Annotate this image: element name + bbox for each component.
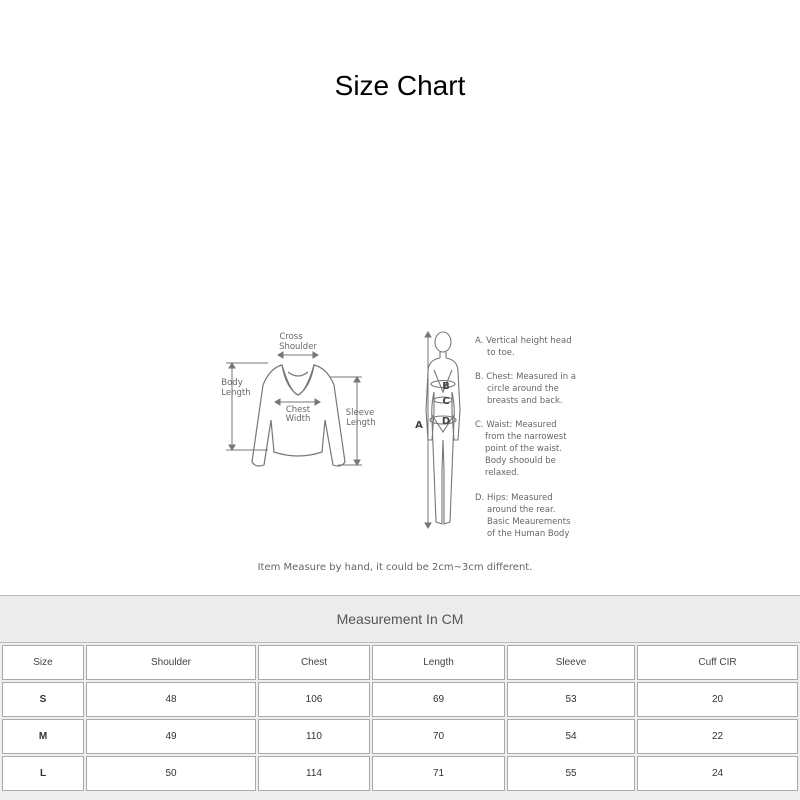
body-length-label-2: Length bbox=[221, 388, 251, 398]
note-d-line-4: of the Human Body bbox=[487, 529, 570, 539]
marker-a: A bbox=[415, 420, 423, 431]
shoulder-cell: 48 bbox=[86, 682, 256, 717]
sleeve-cell: 55 bbox=[507, 756, 635, 791]
note-b-line-3: breasts and back. bbox=[487, 396, 563, 406]
cross-shoulder-label-2: Shoulder bbox=[279, 342, 317, 352]
header-size: Size bbox=[2, 645, 84, 680]
note-c-line-1: C. Waist: Measured bbox=[475, 420, 557, 430]
marker-d: D bbox=[441, 416, 451, 427]
chest-cell: 106 bbox=[258, 682, 370, 717]
sleeve-cell: 53 bbox=[507, 682, 635, 717]
size-cell: L bbox=[2, 756, 84, 791]
header-chest: Chest bbox=[258, 645, 370, 680]
cuff-cir-cell: 24 bbox=[637, 756, 798, 791]
cuff-cir-cell: 20 bbox=[637, 682, 798, 717]
table-row bbox=[2, 719, 798, 754]
table-header-row bbox=[2, 645, 798, 680]
note-a-line-2: to toe. bbox=[487, 348, 515, 358]
header-shoulder: Shoulder bbox=[86, 645, 256, 680]
chest-width-label-2: Width bbox=[285, 414, 311, 424]
sleeve-length-label-2: Length bbox=[346, 418, 376, 428]
note-b-line-1: B. Chest: Measured in a bbox=[475, 372, 576, 382]
marker-b: B bbox=[442, 381, 450, 392]
size-cell: S bbox=[2, 682, 84, 717]
note-d-line-2: around the rear. bbox=[487, 505, 556, 515]
chest-cell: 110 bbox=[258, 719, 370, 754]
header-cuff-cir: Cuff CIR bbox=[637, 645, 798, 680]
note-d-line-3: Basic Meaurements bbox=[487, 517, 571, 527]
length-cell: 71 bbox=[372, 756, 505, 791]
note-a-line-1: A. Vertical height head bbox=[475, 336, 572, 346]
body-height-line bbox=[425, 332, 431, 528]
size-table-panel bbox=[0, 595, 800, 800]
note-b-line-2: circle around the bbox=[487, 384, 559, 394]
body-figure bbox=[426, 332, 460, 524]
table-row bbox=[2, 756, 798, 791]
cuff-cir-cell: 22 bbox=[637, 719, 798, 754]
table-row bbox=[2, 682, 798, 717]
header-sleeve: Sleeve bbox=[507, 645, 635, 680]
chest-cell: 114 bbox=[258, 756, 370, 791]
page-title: Size Chart bbox=[334, 70, 466, 101]
header-length: Length bbox=[372, 645, 505, 680]
table-caption: Measurement In CM bbox=[0, 595, 800, 643]
shoulder-cell: 49 bbox=[86, 719, 256, 754]
cross-shoulder-label-1: Cross bbox=[279, 332, 303, 342]
measure-disclaimer: Item Measure by hand, it could be 2cm~3cm different. bbox=[257, 562, 533, 573]
length-cell: 70 bbox=[372, 719, 505, 754]
note-c-line-5: relaxed. bbox=[485, 468, 520, 478]
body-length-label-1: Body bbox=[221, 378, 243, 388]
shoulder-cell: 50 bbox=[86, 756, 256, 791]
marker-c: C bbox=[442, 396, 450, 407]
note-c-line-2: from the narrowest bbox=[485, 432, 567, 442]
size-table bbox=[0, 643, 800, 793]
note-c-line-4: Body shoould be bbox=[485, 456, 556, 466]
measurement-notes bbox=[475, 336, 576, 539]
sleeve-length-label-1: Sleeve bbox=[345, 408, 375, 418]
sleeve-cell: 54 bbox=[507, 719, 635, 754]
size-cell: M bbox=[2, 719, 84, 754]
note-c-line-3: point of the waist. bbox=[485, 444, 562, 454]
note-d-line-1: D. Hips: Measured bbox=[475, 493, 553, 503]
length-cell: 69 bbox=[372, 682, 505, 717]
chest-width-label-1: Chest bbox=[285, 405, 311, 415]
